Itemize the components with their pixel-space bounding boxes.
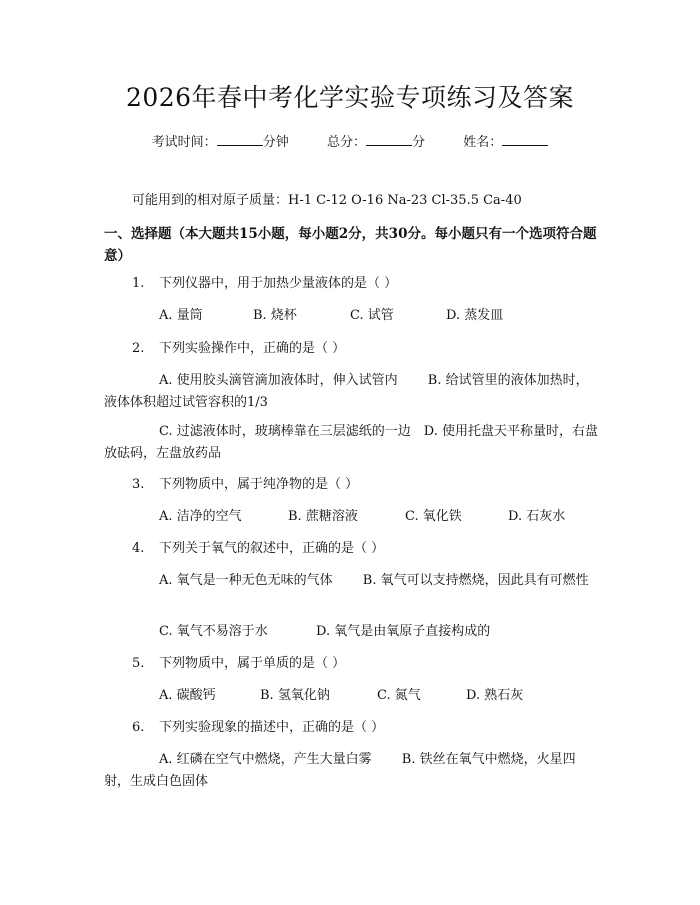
option-d[interactable]: D. 氧气是由氧原子直接构成的 <box>316 624 491 639</box>
question-text: 下列物质中，属于纯净物的是（ ） <box>159 477 359 492</box>
time-label: 考试时间： <box>151 135 217 150</box>
question-6-options-ab[interactable]: A. 红磷在空气中燃烧，产生大量白雾 B. 铁丝在氧气中燃烧，火星四射，生成白色固体 <box>104 752 576 789</box>
option-b[interactable]: B. 氢氧化钠 <box>260 688 330 703</box>
question-number: 1. <box>132 276 145 291</box>
name-blank[interactable] <box>502 131 548 146</box>
score-blank[interactable] <box>366 131 412 146</box>
question-2-options-ab[interactable]: A. 使用胶头滴管滴加液体时，伸入试管内 B. 给试管里的液体加热时，液体体积超过试管容积的1/3 <box>104 373 589 410</box>
question-number: 2. <box>132 341 145 356</box>
question-3 <box>132 474 358 496</box>
question-4-options-cd <box>159 621 490 643</box>
section-title: 一、选择题（本大题共15小题，每小题2分，共30分。每小题只有一个选项符合题意） <box>104 226 597 264</box>
question-text: 下列实验现象的描述中，正确的是（ ） <box>159 720 385 735</box>
time-unit: 分钟 <box>262 135 289 150</box>
option-c[interactable]: C. 氮气 <box>377 688 421 703</box>
question-6 <box>132 717 384 739</box>
name-label: 姓名： <box>463 135 503 150</box>
option-d[interactable]: D. 蒸发皿 <box>446 308 504 323</box>
option-a[interactable]: A. 量筒 <box>159 308 203 323</box>
question-5-options <box>159 685 523 707</box>
question-text: 下列关于氧气的叙述中，正确的是（ ） <box>159 541 385 556</box>
question-number: 4. <box>132 541 145 556</box>
question-5 <box>132 653 345 675</box>
option-c[interactable]: C. 氧气不易溶于水 <box>159 624 268 639</box>
question-number: 6. <box>132 720 145 735</box>
option-b[interactable]: B. 烧杯 <box>253 308 297 323</box>
question-4 <box>132 538 384 560</box>
score-label: 总分： <box>326 135 366 150</box>
question-number: 3. <box>132 477 145 492</box>
question-3-options <box>159 506 565 528</box>
question-1-options <box>159 305 503 327</box>
question-1 <box>132 273 397 295</box>
option-d[interactable]: D. 熟石灰 <box>466 688 524 703</box>
option-c[interactable]: C. 试管 <box>350 308 394 323</box>
atomic-masses-note: 可能用到的相对原子质量：H-1 C-12 O-16 Na-23 Cl-35.5 Ca-40 <box>132 193 522 208</box>
option-c[interactable]: C. 氧化铁 <box>405 509 462 524</box>
option-d[interactable]: D. 石灰水 <box>508 509 566 524</box>
exam-title: 2026年春中考化学实验专项练习及答案 <box>125 83 575 112</box>
question-2-options-cd[interactable]: C. 过滤液体时，玻璃棒靠在三层滤纸的一边 D. 使用托盘天平称量时，右盘放砝码，左盘放药品 <box>104 424 598 461</box>
exam-info-line <box>0 131 700 154</box>
question-text: 下列物质中，属于单质的是（ ） <box>159 656 346 671</box>
question-text: 下列实验操作中，正确的是（ ） <box>159 341 346 356</box>
score-unit: 分 <box>412 135 426 150</box>
question-4-options-ab[interactable]: A. 氧气是一种无色无味的气体 B. 氧气可以支持燃烧，因此具有可燃性 <box>159 573 589 588</box>
option-b[interactable]: B. 蔗糖溶液 <box>288 509 358 524</box>
question-text: 下列仪器中，用于加热少量液体的是（ ） <box>159 276 398 291</box>
time-blank[interactable] <box>217 131 263 146</box>
option-a[interactable]: A. 碳酸钙 <box>159 688 216 703</box>
option-a[interactable]: A. 洁净的空气 <box>159 509 242 524</box>
question-2 <box>132 338 345 360</box>
question-number: 5. <box>132 656 145 671</box>
